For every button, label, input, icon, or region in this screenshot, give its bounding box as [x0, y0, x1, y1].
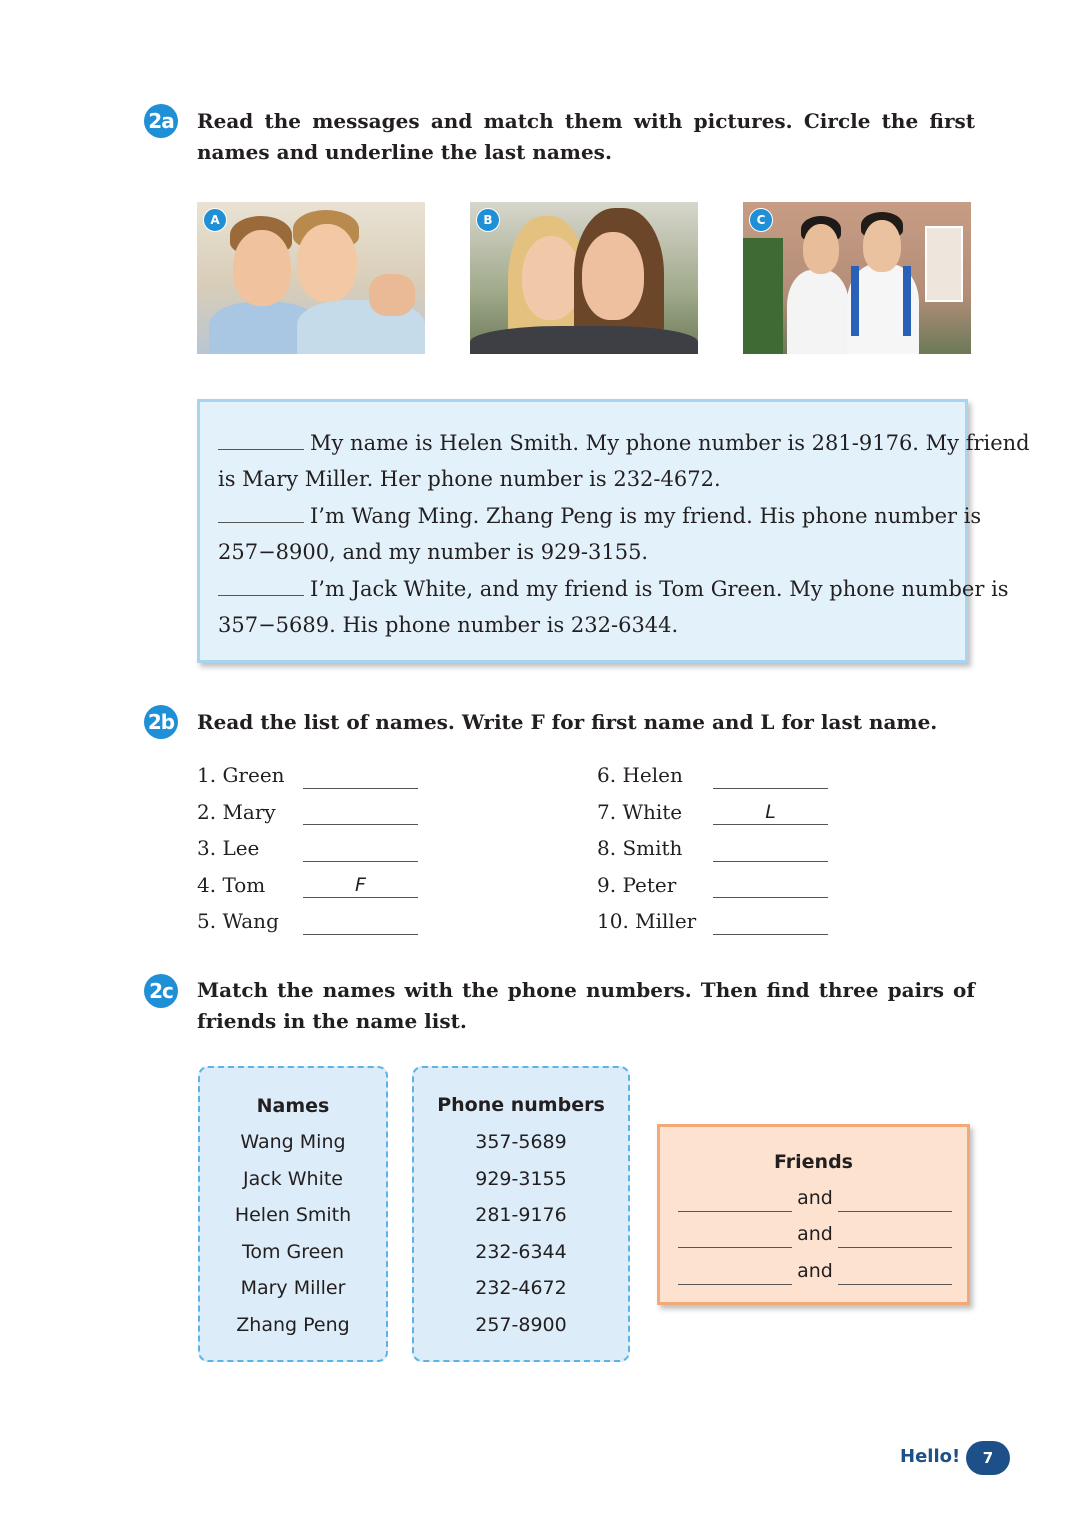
picture-a — [197, 202, 425, 354]
picture-b-letter: B — [476, 208, 500, 232]
message-line — [218, 534, 648, 570]
section-badge-2b: 2b — [144, 705, 178, 739]
name-entry: Mary Miller — [240, 1277, 346, 1299]
answer-field[interactable] — [713, 764, 828, 789]
name-item-label: 4. Tom — [197, 873, 266, 897]
friend-blank[interactable] — [678, 1283, 792, 1285]
phone-entry: 281-9176 — [475, 1204, 567, 1226]
phone-entry: 257-8900 — [475, 1314, 567, 1336]
name-item-label: 5. Wang — [197, 909, 279, 933]
page-number: 7 — [966, 1441, 1010, 1475]
phone-entry: 232-6344 — [475, 1241, 567, 1263]
match-blank[interactable] — [218, 427, 304, 450]
answer-field[interactable] — [303, 837, 418, 862]
name-item-label: 6. Helen — [597, 763, 683, 787]
name-entry: Tom Green — [241, 1241, 345, 1263]
name-item-label: 7. White — [597, 800, 683, 824]
answer-field[interactable] — [713, 910, 828, 935]
message-box — [197, 399, 1030, 663]
friend-blank[interactable] — [838, 1210, 952, 1212]
answer-field[interactable] — [713, 873, 828, 898]
phone-entry: 929-3155 — [475, 1168, 567, 1190]
message-line — [218, 498, 981, 534]
friend-blank[interactable] — [678, 1210, 792, 1212]
message-line — [218, 461, 721, 497]
answer-field[interactable] — [303, 910, 418, 935]
message-text: 257−8900, and my number is 929-3155. — [218, 540, 649, 564]
picture-c — [743, 202, 971, 354]
match-blank[interactable] — [218, 500, 304, 523]
name-item-label: 3. Lee — [197, 836, 260, 860]
instruction-2a: Read the messages and match them with pictures. Circle the first names and underline the last names. — [197, 109, 975, 164]
name-item-label: 1. Green — [197, 763, 285, 787]
friend-blank[interactable] — [838, 1283, 952, 1285]
match-blank[interactable] — [218, 573, 304, 596]
instruction-2b: Read the list of names. Write F for first name and L for last name. — [197, 710, 938, 734]
answer-field[interactable] — [713, 837, 828, 862]
message-text: My name is Helen Smith. My phone number is 281-9176. My friend — [310, 431, 1030, 455]
name-entry: Helen Smith — [234, 1204, 352, 1226]
name-item-label: 10. Miller — [597, 909, 697, 933]
name-item-label: 9. Peter — [597, 873, 677, 897]
answer-field[interactable] — [303, 800, 418, 825]
phones-box — [412, 1066, 630, 1362]
section-badge-2c: 2c — [144, 974, 178, 1008]
and-label: and — [797, 1187, 833, 1209]
answer-field[interactable]: F — [303, 873, 418, 898]
phone-entry: 357-5689 — [475, 1131, 567, 1153]
name-entry: Wang Ming — [240, 1131, 346, 1153]
picture-b — [470, 202, 698, 354]
friend-blank[interactable] — [838, 1246, 952, 1248]
name-item-label: 2. Mary — [197, 800, 276, 824]
message-text: 357−5689. His phone number is 232-6344. — [218, 613, 679, 637]
message-text: I’m Wang Ming. Zhang Peng is my friend. His phone number is — [310, 504, 982, 528]
name-entry: Jack White — [243, 1168, 343, 1190]
and-label: and — [797, 1223, 833, 1245]
instruction-2c: Match the names with the phone numbers. Then find three pairs of friends in the name list. — [197, 978, 975, 1033]
picture-a-letter: A — [203, 208, 227, 232]
phone-entry: 232-4672 — [475, 1277, 567, 1299]
message-line — [218, 607, 678, 643]
answer-field[interactable]: L — [713, 800, 828, 825]
answer-field[interactable] — [303, 764, 418, 789]
message-line — [218, 571, 1009, 607]
name-item-label: 8. Smith — [597, 836, 683, 860]
friends-title: Friends — [774, 1151, 853, 1173]
friends-box — [657, 1124, 970, 1305]
unit-title: Hello! — [900, 1446, 961, 1467]
message-line — [218, 425, 1030, 461]
friend-blank[interactable] — [678, 1246, 792, 1248]
phones-title: Phone numbers — [437, 1094, 605, 1116]
message-text: is Mary Miller. Her phone number is 232-4672. — [218, 467, 721, 491]
and-label: and — [797, 1260, 833, 1282]
names-title: Names — [256, 1095, 330, 1117]
name-entry: Zhang Peng — [236, 1314, 350, 1336]
names-box — [198, 1066, 388, 1362]
message-text: I’m Jack White, and my friend is Tom Green. My phone number is — [310, 577, 1009, 601]
picture-c-letter: C — [749, 208, 773, 232]
section-badge-2a: 2a — [144, 104, 178, 138]
